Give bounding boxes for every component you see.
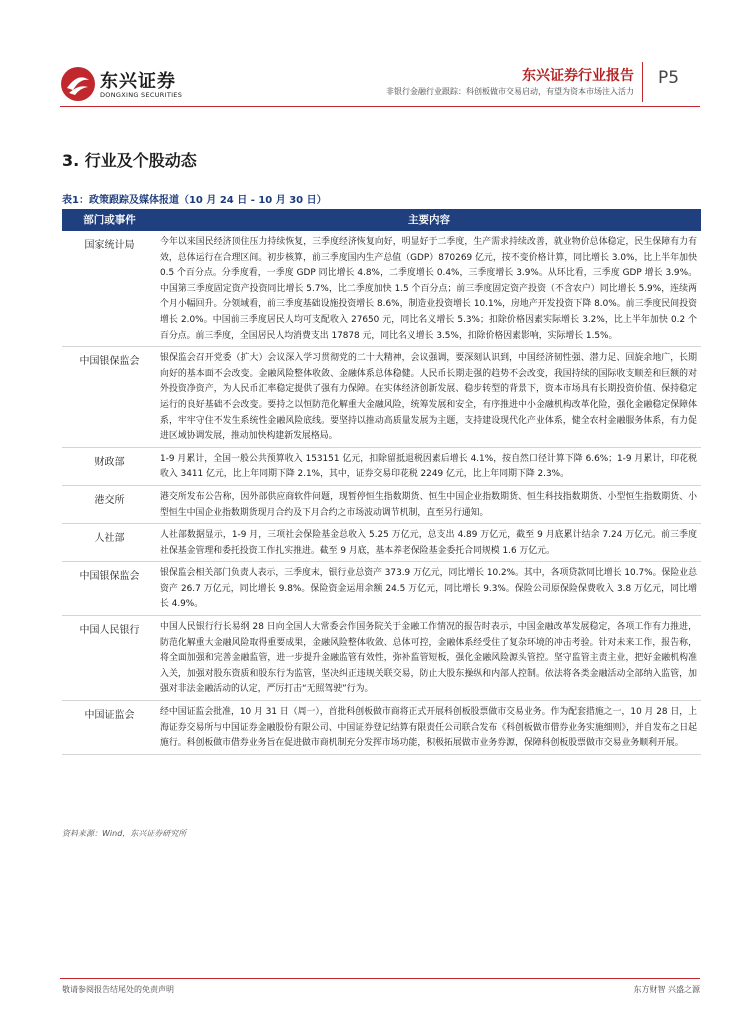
table-row <box>62 486 701 524</box>
row-content: 银保监会相关部门负责人表示，三季度末，银行业总资产 373.9 万亿元，同比增长 10.2%。其中，各项贷款同比增长 10.7%。保险业总资产 26.7 万亿元，同比增长 9.8%。保险资金运用余额 24.5 万亿元，同比增长 9.3%。保险公司原保险保费收入 3.8 万亿元，同比增长 4.9%。 <box>160 568 697 610</box>
logo-english-name: DONGXING SECURITIES <box>100 91 183 99</box>
row-dept: 人社部 <box>94 533 125 545</box>
row-content: 今年以来国民经济顶住压力持续恢复，三季度经济恢复向好，明显好于二季度，生产需求持续改善，就业物价总体稳定，民生保障有力有效，总体运行在合理区间。初步核算，前三季度国内生产总值（GDP）870269 亿元，按不变价格计算，同比增长 3.0%，比上半年加快 0.5 个百分点。分季度看，一季度 GDP 同比增长 4.8%，二季度增长 0.4%，三季度增长 3.9%。从环比看，三季度 GDP 增长 3.9%。中国第三季度固定资产投资同比增长 5.7%，比二季度加快 1.5 个百分点；前三季度固定资产投资（不含农户）同比增长 5.9%，连续两个月小幅回升。分领域看，前三季度基础设施投资增长 8.6%，制造业投资增长 10.1%，房地产开发投资下降 8.0%。前三季度民间投资增长 2.0%。中国前三季度居民人均可支配收入 27650 元，同比名义增长 5.3%；扣除价格因素实际增长 3.2%，比上半年加快 0.2 个百分点。前三季度，全国居民人均消费支出 17878 元，同比名义增长 3.5%，扣除价格因素影响，实际增长 1.5%。 <box>160 237 697 341</box>
table-row <box>62 616 701 701</box>
table-row <box>62 448 701 486</box>
table-row <box>62 701 701 755</box>
row-dept: 港交所 <box>94 494 125 506</box>
company-logo-icon <box>60 66 96 102</box>
section-title: 3. 行业及个股动态 <box>62 151 197 170</box>
table-title: 表1：政策跟踪及媒体报道（10 月 24 日 - 10 月 30 日） <box>62 195 327 206</box>
footer-slogan: 东方财智 兴盛之源 <box>633 985 700 994</box>
table-row <box>62 562 701 616</box>
header-rule <box>60 106 700 107</box>
page-header <box>60 62 700 106</box>
row-content: 银保监会召开党委（扩大）会议深入学习贯彻党的二十大精神，会议强调，要深刻认识到，中国经济韧性强、潜力足、回旋余地广，长期向好的基本面不会改变。金融风险整体收敛、金融体系总体稳健。人民币长期走强的趋势不会改变，我国持续的国际收支顺差和巨额的对外投资净资产，为人民币汇率稳定提供了强有力保障。在实体经济创新发展、稳步转型的背景下，资本市场具有长期投资价值、保持稳定运行的良好基础不会改变。要持之以恒防范化解重大金融风险，统筹发展和安全，有序推进中小金融机构改革化险，强化金融稳定保障体系，牢牢守住不发生系统性金融风险底线。要坚持以推动高质量发展为主题，支持建设现代化产业体系，健全农村金融服务体系，有力促进区域协调发展，推动加快构建新发展格局。 <box>160 353 697 442</box>
header-divider <box>642 62 643 102</box>
row-content: 港交所发布公告称，因外部供应商软件问题，现暂停恒生指数期货、恒生中国企业指数期货、恒生科技指数期货、小型恒生指数期货、小型恒生中国企业指数期货现月合约及下月合约之市场波动调节机制，直至另行通知。 <box>160 491 697 518</box>
row-dept: 中国人民银行 <box>79 625 140 637</box>
policy-table <box>62 209 701 755</box>
company-logo <box>60 66 200 106</box>
table-row <box>62 524 701 562</box>
row-dept: 国家统计局 <box>84 240 135 251</box>
row-content: 人社部数据显示，1-9 月，三项社会保险基金总收入 5.25 万亿元，总支出 4.89 万亿元，截至 9 月底累计结余 7.24 万亿元。前三季度社保基金管理和委托投资工作扎实推进。截至 9 月底，基本养老保险基金委托合同规模 1.6 万亿元。 <box>160 530 697 556</box>
logo-chinese-name: 东兴证券 <box>100 71 176 92</box>
page-number: P5 <box>658 68 680 88</box>
footer-disclaimer: 敬请参阅报告结尾处的免责声明 <box>62 985 174 994</box>
row-dept: 财政部 <box>94 456 125 468</box>
footer-rule <box>60 978 700 979</box>
report-type-title: 东兴证券行业报告 <box>522 68 634 84</box>
report-subtitle: 非银行金融行业跟踪：科创板做市交易启动，有望为资本市场注入活力 <box>386 87 634 96</box>
data-source-note: 资料来源：Wind，东兴证券研究所 <box>62 829 187 838</box>
row-dept: 中国证监会 <box>84 710 135 722</box>
row-content: 经中国证监会批准，10 月 31 日（周一），首批科创板做市商将正式开展科创板股票做市交易业务。作为配套措施之一，10 月 28 日，上海证券交易所与中国证券金融股份有限公司、中国证券登记结算有限责任公司联合发布《科创板做市借券业务实施细则》，并自发布之日起施行。科创板做市借券业务旨在促进做市商机制充分发挥市场功能，积极拓展做市业务券源，保障科创板股票做市交易业务顺利开展。 <box>160 707 697 749</box>
table-header <box>62 209 701 231</box>
column-header-content: 主要内容 <box>408 214 450 226</box>
row-content: 1-9 月累计，全国一般公共预算收入 153151 亿元，扣除留抵退税因素后增长 4.1%，按自然口径计算下降 6.6%；1-9 月累计，印花税收入 3411 亿元，比上年同期下降 2.1%，其中，证券交易印花税 2249 亿元，比上年同期下降 2.3%。 <box>160 453 697 480</box>
table-row <box>62 347 701 448</box>
column-header-dept: 部门或事件 <box>83 214 136 226</box>
row-content: 中国人民银行行长易纲 28 日向全国人大常委会作国务院关于金融工作情况的报告时表示，中国金融改革发展稳定，各项工作有力推进，防范化解重大金融风险取得重要成果，金融风险整体收敛、总体可控，金融体系经受住了复杂环境的冲击考验。针对未来工作，报告称，将全面加强和完善金融监管，进一步提升金融监管有效性，弥补监管短板，强化金融风险源头管控。坚守监管主责主业，把好金融机构准入关，加强对股东资质和股东行为监管，坚决纠正违规关联交易，防止大股东操纵和内部人控制。依法将各类金融活动全部纳入监管，加强对非法金融活动的认定，严厉打击“无照驾驶”行为。 <box>160 622 697 695</box>
table-row <box>62 231 701 347</box>
row-dept: 中国银保监会 <box>79 356 140 368</box>
row-dept: 中国银保监会 <box>79 571 140 583</box>
